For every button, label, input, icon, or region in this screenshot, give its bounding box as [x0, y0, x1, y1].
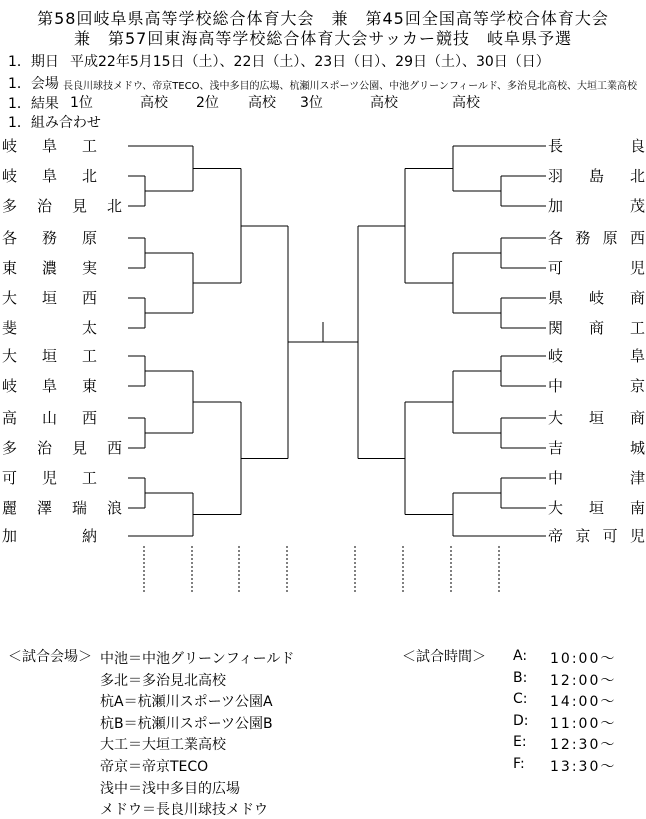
venue-list-item: 中池＝中池グリーンフィールド — [100, 651, 295, 667]
team-name: 岐 阜 — [548, 347, 645, 365]
schedule-label: 1．期日 — [8, 54, 59, 70]
result-slot: 高校 — [248, 95, 276, 111]
time-slot-value: 14:00～ — [550, 694, 617, 710]
venue-list-item: 帝京＝帝京TECO — [100, 759, 209, 775]
time-slot-code: C: — [513, 691, 528, 707]
result-slot: 2位 — [196, 95, 219, 111]
result-slot: 高校 — [140, 95, 168, 111]
venue-list-item: 大工＝大垣工業高校 — [100, 737, 226, 753]
pairing-label: 1．組み合わせ — [8, 115, 101, 131]
result-slot: 1位 — [70, 95, 93, 111]
team-name: 羽 島 北 — [548, 167, 645, 185]
team-name: 吉 城 — [548, 439, 645, 457]
time-slot-value: 11:00～ — [550, 716, 617, 732]
team-name: 各 務 原 西 — [548, 229, 645, 247]
time-slot-value: 12:30～ — [550, 737, 617, 753]
team-name: 岐 阜 北 — [2, 167, 97, 185]
time-slot-code: F: — [513, 756, 525, 772]
venues-value: 長良川球技メドウ、帝京TECO、浅中多目的広場、杭瀬川スポーツ公園、中池グリーンフィールド、多治見北高校、大垣工業高校 — [63, 81, 637, 92]
time-slot-value: 13:30～ — [550, 759, 617, 775]
venues-label: 1．会場 — [8, 76, 59, 92]
page-title-line1: 第58回岐阜県高等学校総合体育大会 兼 第45回全国高等学校合体育大会 — [37, 9, 609, 28]
team-name: 大 垣 工 — [2, 347, 97, 365]
team-name: 各 務 原 — [2, 229, 97, 247]
result-slot: 高校 — [370, 95, 398, 111]
result-slot: 高校 — [452, 95, 480, 111]
team-name: 可 児 工 — [2, 469, 97, 487]
venue-list-item: 杭A＝杭瀬川スポーツ公園A — [100, 694, 273, 710]
team-name: 中 津 — [548, 469, 645, 487]
time-slot-code: D: — [513, 713, 529, 729]
team-name: 関 商 工 — [548, 319, 645, 337]
team-name: 加 納 — [2, 527, 97, 545]
team-name: 大 垣 南 — [548, 499, 645, 517]
page-title-line2: 兼 第57回東海高等学校総合体育大会サッカー競技 岐阜県予選 — [73, 29, 573, 48]
team-name: 加 茂 — [548, 197, 645, 215]
time-list-heading: ＜試合時間＞ — [402, 649, 486, 665]
team-name: 岐 阜 東 — [2, 377, 97, 395]
result-label: 1．結果 — [8, 96, 59, 112]
team-name: 東 濃 実 — [2, 259, 97, 277]
venue-list-item: メドウ＝長良川球技メドウ — [100, 802, 268, 818]
team-name: 中 京 — [548, 377, 645, 395]
team-name: 大 垣 西 — [2, 289, 97, 307]
team-name: 帝 京 可 児 — [548, 527, 645, 545]
time-slot-code: E: — [513, 734, 527, 750]
team-name: 麗 澤 瑞 浪 — [2, 499, 122, 517]
team-name: 県 岐 商 — [548, 289, 645, 307]
time-slot-value: 10:00～ — [550, 651, 617, 667]
result-slot: 3位 — [300, 95, 323, 111]
venue-list-item: 多北＝多治見北高校 — [100, 673, 226, 689]
time-slot-value: 12:00～ — [550, 673, 617, 689]
venue-list-item: 浅中＝浅中多目的広場 — [100, 781, 240, 797]
team-name: 斐 太 — [2, 319, 97, 337]
time-slot-code: A: — [513, 648, 528, 664]
time-slot-code: B: — [513, 670, 528, 686]
team-name: 高 山 西 — [2, 409, 97, 427]
team-name: 多 治 見 西 — [2, 439, 122, 457]
team-name: 岐 阜 工 — [2, 137, 97, 155]
venue-list-heading: ＜試合会場＞ — [8, 649, 92, 665]
team-name: 可 児 — [548, 259, 645, 277]
venue-list-item: 杭B＝杭瀬川スポーツ公園B — [100, 716, 273, 732]
team-name: 大 垣 商 — [548, 409, 645, 427]
team-name: 多 治 見 北 — [2, 197, 122, 215]
team-name: 長 良 — [548, 137, 645, 155]
schedule-value: 平成22年5月15日（土）、22日（土）、23日（日）、29日（土）、30日（日） — [70, 54, 550, 70]
